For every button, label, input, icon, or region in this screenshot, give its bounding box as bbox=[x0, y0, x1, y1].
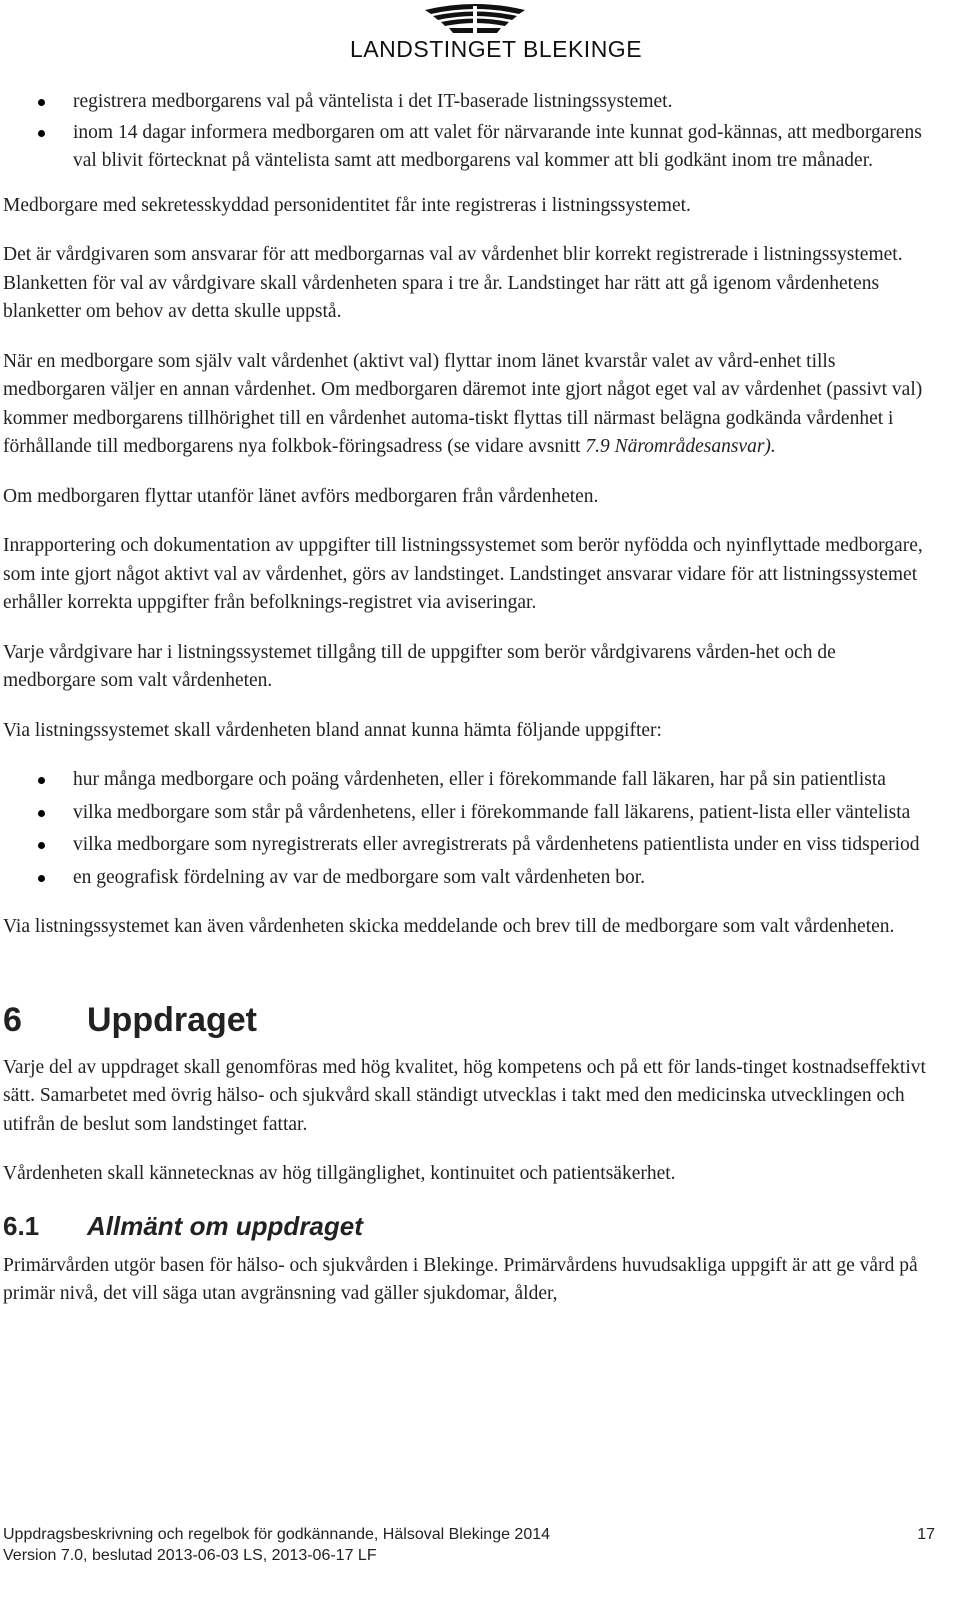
paragraph: Varje vårdgivare har i listningssystemet tillgång till de uppgifter som berör vårdgivarens vården-het och de medborgare som valt vårdenheten. bbox=[3, 641, 836, 691]
paragraph bbox=[3, 348, 928, 462]
subsection-heading bbox=[3, 1210, 928, 1242]
list-item bbox=[3, 799, 928, 828]
bullet-list-top bbox=[3, 88, 928, 176]
paragraph: Medborgare med sekretesskyddad personidentitet får inte registreras i listningssystemet. bbox=[3, 194, 691, 216]
subsection-title: Allmänt om uppdraget bbox=[87, 1210, 363, 1241]
list-item-text: hur många medborgare och poäng vårdenheten, eller i förekommande fall läkaren, har på sin patientlista bbox=[73, 769, 886, 790]
paragraph: Via listningssystemet kan även vårdenheten skicka meddelande och brev till de medborgare som valt vårdenheten. bbox=[3, 916, 895, 937]
list-item-text: vilka medborgare som nyregistrerats eller avregistrerats på vårdenhetens patientlista under en viss tidsperiod bbox=[73, 834, 920, 855]
paragraph: Om medborgaren flyttar utanför länet avförs medborgaren från vårdenheten. bbox=[3, 485, 599, 507]
bullet-icon bbox=[38, 842, 45, 849]
subsection-number: 6.1 bbox=[3, 1210, 40, 1241]
crown-logo-icon bbox=[421, 2, 529, 34]
bullet-icon bbox=[38, 875, 45, 882]
list-item bbox=[3, 831, 928, 860]
document-body bbox=[3, 88, 928, 1330]
bullet-list-info bbox=[3, 766, 928, 892]
logo-text: LANDSTINGET BLEKINGE bbox=[350, 36, 643, 62]
list-item bbox=[3, 119, 928, 176]
footer-version: Version 7.0, beslutad 2013-06-03 LS, 2013-06-17 LF bbox=[3, 1547, 377, 1564]
bullet-icon bbox=[38, 130, 45, 137]
paragraph: Varje del av uppdraget skall genomföras med hög kvalitet, hög kompetens och på ett för lands-tinget kostnadseffektivt sätt. Samarbetet med övrig hälso- och sjukvård skall ständigt utvecklas i takt med den medicinska utvecklingen och utifrån de beslut som landstinget fattar. bbox=[3, 1056, 926, 1135]
list-item-text: registrera medborgarens val på väntelista i det IT-baserade listningssystemet. bbox=[73, 91, 673, 112]
list-item-text: en geografisk fördelning av var de medborgare som valt vårdenheten bor. bbox=[73, 866, 645, 888]
paragraph-text: När en medborgare som själv valt vårdenhet (aktivt val) flyttar inom länet kvarstår valet av vård-enhet tills medborgaren väljer en annan vårdenhet. Om medborgaren däremot inte gjort något eget val av vårdenhet (passivt val) kommer medborgarens tillhörighet till en vårdenhet automa-tiskt flyttas till närmast belägna godkända vårdenhet i förhållande till medborgarens nya folkbok-föringsadress (se vidare avsnitt bbox=[3, 350, 923, 457]
list-item bbox=[3, 766, 928, 795]
header-logo bbox=[350, 2, 643, 64]
section-heading bbox=[3, 1000, 928, 1040]
list-item-text: inom 14 dagar informera medborgaren om att valet för närvarande inte kunnat god-kännas, att medborgarens val blivit förtecknat på väntelista samt att medborgarens val kommer att bli godkänt inom tre månader. bbox=[73, 121, 922, 171]
paragraph: Primärvården utgör basen för hälso- och sjukvården i Blekinge. Primärvårdens huvudsakliga uppgift är att ge vård på primär nivå, det vill säga utan avgränsning vad gäller sjukdomar, ålder, bbox=[3, 1254, 918, 1304]
section-title: Uppdraget bbox=[87, 1000, 257, 1039]
section-number: 6 bbox=[3, 1000, 22, 1039]
paragraph: Det är vårdgivaren som ansvarar för att medborgarnas val av vårdenhet blir korrekt registrerade i listningssystemet. Blanketten för val av vårdgivare skall vårdenheten spara i tre år. Landstinget har rätt att gå igenom vårdenhetens blanketter om behov av detta skulle uppstå. bbox=[3, 244, 903, 322]
page-footer bbox=[3, 1524, 935, 1566]
footer-title: Uppdragsbeskrivning och regelbok för godkännande, Hälsoval Blekinge 2014 bbox=[3, 1526, 551, 1543]
paragraph: Vårdenheten skall kännetecknas av hög tillgänglighet, kontinuitet och patientsäkerhet. bbox=[3, 1163, 676, 1184]
list-item-text: vilka medborgare som står på vårdenhetens, eller i förekommande fall läkarens, patient-lista eller väntelista bbox=[73, 801, 911, 823]
paragraph: Via listningssystemet skall vårdenheten bland annat kunna hämta följande uppgifter: bbox=[3, 719, 662, 741]
page-number: 17 bbox=[917, 1526, 935, 1543]
bullet-icon bbox=[38, 810, 45, 817]
paragraph: Inrapportering och dokumentation av uppgifter till listningssystemet som berör nyfödda och nyinflyttade medborgare, som inte gjort något aktivt val av vårdenhet, görs av landstinget. Landstinget ansvarar vidare för att listningssystemet erhåller korrekta uppgifter från befolknings-registret via aviseringar. bbox=[3, 535, 923, 613]
bullet-icon bbox=[38, 99, 45, 106]
list-item bbox=[3, 88, 928, 117]
section-reference: 7.9 Närområdesansvar). bbox=[585, 436, 776, 457]
bullet-icon bbox=[38, 777, 45, 784]
list-item bbox=[3, 864, 928, 893]
